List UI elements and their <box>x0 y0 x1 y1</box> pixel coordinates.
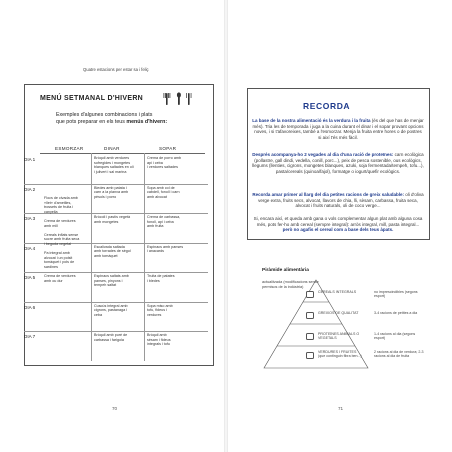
dinner-line: Bròquil amb <box>147 333 167 337</box>
remember-p3-text: oli d'oliva verge extra, fruits secs, alvocat, llavors de chia, lli, sèsam, carbassa, fruita seca, alvocat i fruits naturals, oli de coco verge... <box>258 192 424 209</box>
lunch-line: Cuscús integral amb <box>94 303 128 308</box>
lunch-cell <box>94 186 142 200</box>
vegetables-icon <box>306 352 314 359</box>
dinner-line: amb alvocat <box>147 194 167 199</box>
dinner-cell <box>147 215 205 229</box>
dinner-cell <box>147 333 205 347</box>
breakfast-line: tomàquet i pols de <box>44 260 75 265</box>
lunch-line: carn a la planxa amb <box>94 190 129 195</box>
breakfast-line: Flocs de civada amb <box>44 196 78 200</box>
dinner-line: integrals i tofu <box>147 342 170 347</box>
fats-icon <box>306 312 314 319</box>
intro-line-2-bold: menús d'hivern: <box>126 119 168 125</box>
breakfast-line: i beguda vegetal <box>44 241 72 246</box>
dinner-line: sèsam i fideus <box>147 337 171 342</box>
pyramid-level-vegetables: VERDURES I FRUITES (que continguin fibra ben...) <box>318 350 362 359</box>
dinner-cell <box>147 274 205 283</box>
dinner-line: cabdell, fonoll i carn <box>147 190 180 195</box>
dinner-line: Truita de patates <box>147 274 175 278</box>
dinner-line: Sopa amb col de <box>147 185 175 190</box>
dinner-line: verdures <box>147 312 162 317</box>
lunch-line: i julivert i sal marina <box>94 169 127 174</box>
pyramid-note-proteins: 1-4 racions al dia (segons esport) <box>374 332 416 341</box>
dinner-line: amb fruita <box>147 224 164 229</box>
lunch-line: Bròcoli i pastís vegetà <box>94 215 131 219</box>
breakfast-line: Crema de verdures <box>44 218 76 223</box>
dinner-cell <box>147 186 205 200</box>
pyramid-note-cereals: no imprescindibles (segons esport) <box>374 290 418 299</box>
breakfast-line: trossets de fruita i <box>44 205 74 210</box>
breakfast-line: alvocat i un polsit <box>44 255 73 260</box>
lunch-line: Bròquil amb puré de <box>94 333 128 337</box>
lunch-line: blanques saltades en oli <box>94 165 134 170</box>
page-number-right: 71 <box>338 406 344 411</box>
remember-p2-bold: Després acompanya-ho 2 vegades al dia d'una ració de proteïnes: <box>252 152 394 157</box>
breakfast-line: amb mill <box>44 223 58 228</box>
remember-p3-bold: Recorda amar primer al llarg del dia petites racions de greix saludable: <box>252 192 404 197</box>
lunch-line: amb mongetes <box>94 219 119 224</box>
remember-p4-bold: però no agafis el cereal com a base dels teus àpats. <box>282 227 394 233</box>
dinner-line: Espinacs amb panses <box>147 244 184 249</box>
pyramid-level-proteins: PROTEÏNES ANIMALS O VEGETALS <box>318 332 360 341</box>
lunch-line: amb tomàquet <box>94 253 118 258</box>
breakfast-line: «llet» d'ametlles, <box>44 200 72 205</box>
dinner-line: tofu, fideus i <box>147 308 167 313</box>
remember-paragraph-1 <box>252 118 424 140</box>
day-label: DIA 5 <box>24 275 36 280</box>
header-divider <box>40 153 205 154</box>
column-header-breakfast: ESMORZAR <box>55 146 84 151</box>
page-number-left: 70 <box>112 406 118 411</box>
lunch-line: ceba <box>94 312 102 317</box>
remember-p1-text: (és del que has de menjar més). Tria les de temporada i juga a la cuina durant el dinar i el sopar provant opcions noves, i si t'afavoreixes, també a l'esmorzar. Menja la fruita entre hores o de postres si així t'és més fàcil. <box>252 118 424 140</box>
lunch-line: pèsols i porro <box>94 194 117 199</box>
lunch-cell <box>94 245 142 259</box>
dinner-cell <box>147 304 205 318</box>
lunch-line: sofregides i mongetes <box>94 160 131 165</box>
lunch-line: Bledes amb patata i <box>94 185 127 190</box>
breakfast-line: sardines <box>44 264 58 269</box>
breakfast-line: sucre amb fruita seca <box>44 237 80 242</box>
cutlery-icon <box>160 92 200 106</box>
intro-line-2: que pots preparar en els teus <box>56 119 127 125</box>
day-label: DIA 2 <box>24 186 36 192</box>
day-label: DIA 4 <box>24 245 36 251</box>
menu-title: MENÚ SETMANAL D'HIVERN <box>40 95 144 102</box>
remember-paragraph-2 <box>252 152 424 174</box>
day-label: DIA 1 <box>24 157 36 162</box>
lunch-line: tempeh saltat <box>94 283 117 288</box>
breakfast-notes <box>44 196 90 283</box>
lunch-cell <box>94 156 142 174</box>
dinner-cell <box>147 245 205 254</box>
lunch-cell <box>94 333 142 342</box>
dinner-line: fonoll, api i ceba <box>147 219 174 224</box>
lunch-line: Espinacs saltats amb <box>94 274 129 278</box>
lunch-cell <box>94 274 142 288</box>
day-label: DIA 7 <box>24 334 36 339</box>
breakfast-line: Cereals inflats sense <box>44 232 79 237</box>
dinner-line: api i ceba <box>147 160 163 165</box>
intro-line-1: Exemples d'algunes combinacions i plats <box>56 112 153 118</box>
breakfast-line: amb ou dur <box>44 278 63 283</box>
pyramid-level-cereals: CEREALS INTEGRALS <box>318 290 357 294</box>
running-header: Quatre estacions per estar sa i feliç <box>83 67 149 72</box>
dinner-line: i bledes <box>147 278 160 283</box>
dinner-line: Crema de porro amb <box>147 156 182 160</box>
lunch-line: Bròquil amb verdures <box>94 156 130 160</box>
remember-p1-bold: La base de la nostra alimentació és la verdura i la fruita <box>252 118 371 123</box>
breakfast-line: Crema de verdures <box>44 274 76 279</box>
pyramid-note-vegetables: 2 racions al dia de verdura; 2-3 racions al dia de fruita <box>374 350 424 359</box>
dinner-cell <box>147 156 205 170</box>
lunch-line: cigrons, pastanaga i <box>94 308 128 313</box>
breakfast-line: canyella <box>44 209 58 214</box>
pyramid-title: Piràmide alimentària <box>262 268 309 273</box>
column-header-lunch: DINAR <box>104 146 120 151</box>
remember-p2-text: carn ecològica (pollastre, gall dindi, vedella, conill, porc...), peix de pesca sostenible, ous ecològics, llegums (llenties, cigrons, mongetes blanques, azuki, soja fermentada/tempeh, tofu...), pasta/cereals (quinoa/fajol), formatge o iogurt/quefir ecològics. <box>252 152 424 174</box>
remember-paragraph-3 <box>252 192 424 209</box>
pyramid-note-fats: 3-4 racions de petites a dia <box>374 311 418 315</box>
lunch-line: amb torrades de sègol <box>94 249 131 254</box>
remember-p4-text: Si, encara així, et queda amb gana o vols complementar algun plat amb alguna cosa més, pots fer-ho amb cereal (sempre integral): arròs integral, mill, pasta integral... <box>253 216 423 227</box>
remember-title: RECORDA <box>303 101 351 111</box>
remember-paragraph-4 <box>252 216 424 233</box>
menu-intro <box>56 112 184 126</box>
dinner-line: Crema de carbassa, <box>147 215 181 219</box>
lunch-cell <box>94 304 142 318</box>
pyramid-subtitle: actualitzada (modificacions sense permisos de la indústria) <box>262 280 319 289</box>
pyramid-level-fats: GREIXOS DE QUALITAT <box>318 311 359 315</box>
lunch-cell <box>94 215 142 224</box>
book-gutter <box>224 0 228 452</box>
dinner-line: i verdures saltades <box>147 165 178 170</box>
breakfast-line: Pa integral amb <box>44 251 70 256</box>
day-label: DIA 3 <box>24 216 36 221</box>
lunch-line: carbassa i farigola <box>94 337 124 342</box>
proteins-icon <box>306 333 314 340</box>
column-header-dinner: SOPAR <box>159 146 177 151</box>
dinner-line: i anacards <box>147 249 165 254</box>
lunch-line: Escalivada saltada <box>94 244 125 249</box>
day-label: DIA 6 <box>24 304 36 310</box>
dinner-line: Sopa miso amb <box>147 303 173 308</box>
cereals-icon <box>306 291 314 298</box>
lunch-line: panses, pinyons i <box>94 278 123 283</box>
